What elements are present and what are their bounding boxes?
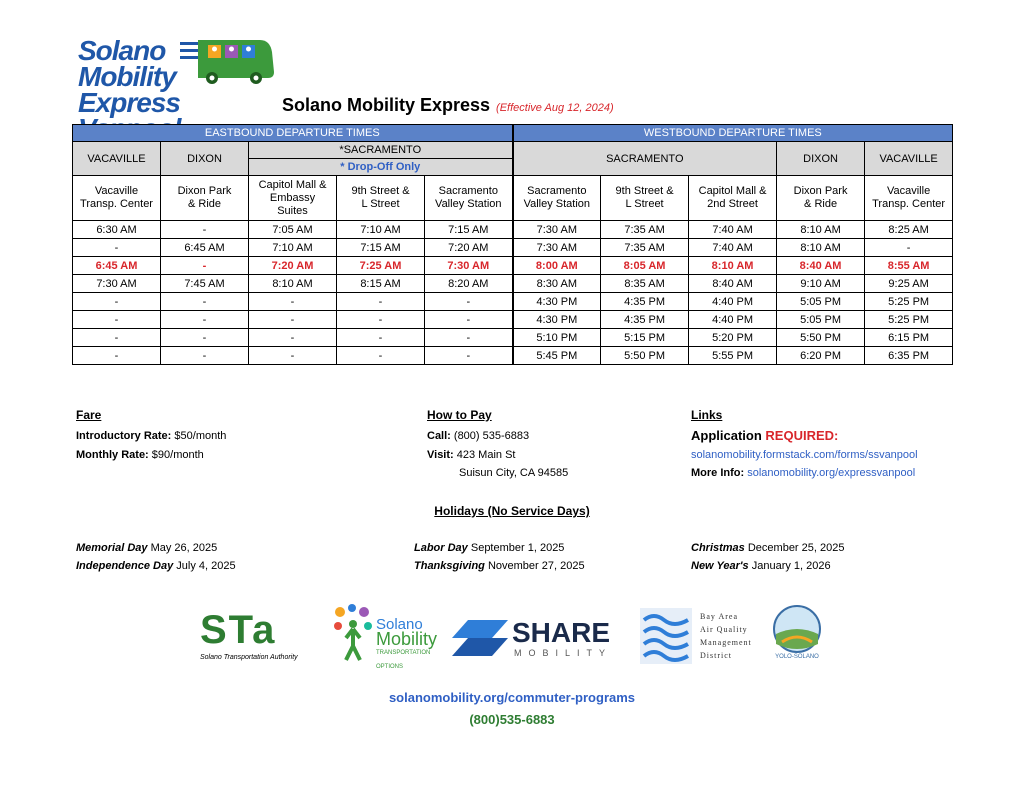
dixon-col-header: DIXON bbox=[161, 142, 249, 176]
time-cell: - bbox=[865, 239, 953, 257]
share-icon bbox=[452, 620, 508, 656]
time-cell: 7:30 AM bbox=[73, 275, 161, 293]
table-row bbox=[73, 239, 953, 257]
time-cell: 4:30 PM bbox=[513, 293, 601, 311]
stop-cell: Sacramento Valley Station bbox=[513, 176, 601, 221]
time-cell: 7:30 AM bbox=[513, 239, 601, 257]
time-cell: - bbox=[249, 293, 337, 311]
stop-cell: Capitol Mall & Embassy Suites bbox=[249, 176, 337, 221]
table-row bbox=[73, 329, 953, 347]
table-row bbox=[73, 311, 953, 329]
stop-names-row bbox=[73, 176, 953, 221]
time-cell: 7:20 AM bbox=[249, 257, 337, 275]
time-cell: 5:05 PM bbox=[777, 293, 865, 311]
time-cell: 7:30 AM bbox=[513, 221, 601, 239]
time-cell: 8:25 AM bbox=[865, 221, 953, 239]
yolo-solano-emblem-icon bbox=[772, 604, 822, 654]
time-cell: 7:05 AM bbox=[249, 221, 337, 239]
holiday-item: Independence Day July 4, 2025 bbox=[76, 560, 236, 572]
sta-logo: STa Solano Transportation Authority bbox=[200, 608, 298, 661]
baaqmd-wave-icon bbox=[640, 608, 692, 664]
monthly-rate: Monthly Rate: $90/month bbox=[76, 449, 204, 461]
vacaville-col-header: VACAVILLE bbox=[73, 142, 161, 176]
yolo-solano-logo: YOLO-SOLANO bbox=[770, 604, 824, 664]
stop-cell: Dixon Park & Ride bbox=[161, 176, 249, 221]
eastbound-header: EASTBOUND DEPARTURE TIMES bbox=[73, 125, 513, 142]
time-cell: - bbox=[73, 239, 161, 257]
dixon-w-col-header: DIXON bbox=[777, 142, 865, 176]
application-label: Application REQUIRED: bbox=[691, 428, 839, 443]
time-cell: - bbox=[249, 347, 337, 365]
time-cell: 4:35 PM bbox=[601, 293, 689, 311]
time-cell: 7:10 AM bbox=[249, 239, 337, 257]
stop-cell: Dixon Park & Ride bbox=[777, 176, 865, 221]
time-cell: - bbox=[73, 293, 161, 311]
time-cell: 7:40 AM bbox=[689, 221, 777, 239]
time-cell: 8:40 AM bbox=[777, 257, 865, 275]
time-cell: 8:00 AM bbox=[513, 257, 601, 275]
drop-off-note: * Drop-Off Only bbox=[249, 159, 513, 176]
time-cell: 4:30 PM bbox=[513, 311, 601, 329]
time-cell: 9:10 AM bbox=[777, 275, 865, 293]
commuter-programs-link[interactable]: solanomobility.org/commuter-programs bbox=[388, 690, 636, 705]
time-cell: 4:40 PM bbox=[689, 311, 777, 329]
table-row bbox=[73, 293, 953, 311]
time-cell: 4:40 PM bbox=[689, 293, 777, 311]
van-icon bbox=[180, 38, 275, 86]
time-cell: 5:10 PM bbox=[513, 329, 601, 347]
logo-line-2: Mobility bbox=[78, 61, 176, 92]
holiday-item: New Year's January 1, 2026 bbox=[691, 560, 831, 572]
time-cell: 5:05 PM bbox=[777, 311, 865, 329]
page-title bbox=[282, 95, 614, 116]
time-cell: 8:30 AM bbox=[513, 275, 601, 293]
direction-header-row bbox=[73, 125, 953, 142]
time-cell: 7:40 AM bbox=[689, 239, 777, 257]
time-cell: 5:50 PM bbox=[601, 347, 689, 365]
table-row bbox=[73, 275, 953, 293]
time-cell: 6:15 PM bbox=[865, 329, 953, 347]
time-cell: 6:45 AM bbox=[161, 239, 249, 257]
time-cell: - bbox=[337, 311, 425, 329]
stop-cell: 9th Street & L Street bbox=[601, 176, 689, 221]
time-cell: - bbox=[161, 257, 249, 275]
time-cell: 7:35 AM bbox=[601, 221, 689, 239]
time-cell: - bbox=[425, 293, 513, 311]
holiday-item: Christmas December 25, 2025 bbox=[691, 542, 845, 554]
more-info: More Info: solanomobility.org/expressvanpool bbox=[691, 467, 916, 479]
time-cell: - bbox=[249, 329, 337, 347]
time-cell: 6:20 PM bbox=[777, 347, 865, 365]
sacramento-dropoff-header: *SACRAMENTO bbox=[249, 142, 513, 159]
time-cell: 7:15 AM bbox=[337, 239, 425, 257]
time-cell: 5:50 PM bbox=[777, 329, 865, 347]
time-cell: 8:10 AM bbox=[249, 275, 337, 293]
time-cell: 7:35 AM bbox=[601, 239, 689, 257]
time-cell: 7:45 AM bbox=[161, 275, 249, 293]
time-cell: 5:25 PM bbox=[865, 311, 953, 329]
application-link[interactable]: solanomobility.formstack.com/forms/ssvanpool bbox=[691, 449, 918, 461]
time-cell: 6:30 AM bbox=[73, 221, 161, 239]
time-cell: 5:15 PM bbox=[601, 329, 689, 347]
share-mobility-logo: SHARE MOBILITY bbox=[452, 618, 624, 660]
time-cell: 8:40 AM bbox=[689, 275, 777, 293]
person-icon bbox=[332, 604, 376, 662]
time-cell: - bbox=[425, 347, 513, 365]
time-cell: 8:55 AM bbox=[865, 257, 953, 275]
time-cell: 7:25 AM bbox=[337, 257, 425, 275]
holiday-item: Labor Day September 1, 2025 bbox=[414, 542, 565, 554]
holidays-heading: Holidays (No Service Days) bbox=[434, 504, 590, 518]
time-cell: 7:20 AM bbox=[425, 239, 513, 257]
stop-cell: Vacaville Transp. Center bbox=[865, 176, 953, 221]
title-text: Solano Mobility Express bbox=[282, 95, 491, 115]
time-cell: - bbox=[425, 329, 513, 347]
time-cell: 8:05 AM bbox=[601, 257, 689, 275]
stop-cell: Capitol Mall & 2nd Street bbox=[689, 176, 777, 221]
solano-mobility-options-logo: Solano Mobility TRANSPORTATION OPTIONS bbox=[332, 604, 442, 664]
table-row bbox=[73, 257, 953, 275]
time-cell: - bbox=[161, 221, 249, 239]
links-heading: Links bbox=[691, 408, 723, 422]
holiday-item: Memorial Day May 26, 2025 bbox=[76, 542, 218, 554]
time-cell: 5:55 PM bbox=[689, 347, 777, 365]
time-cell: - bbox=[73, 347, 161, 365]
time-cell: 9:25 AM bbox=[865, 275, 953, 293]
fare-heading: Fare bbox=[76, 408, 102, 422]
vacaville-w-col-header: VACAVILLE bbox=[865, 142, 953, 176]
stop-cell: Vacaville Transp. Center bbox=[73, 176, 161, 221]
stop-cell: 9th Street & L Street bbox=[337, 176, 425, 221]
time-cell: - bbox=[161, 329, 249, 347]
table-row bbox=[73, 347, 953, 365]
time-cell: - bbox=[425, 311, 513, 329]
time-cell: - bbox=[73, 311, 161, 329]
time-cell: 4:35 PM bbox=[601, 311, 689, 329]
call-info: Call: (800) 535-6883 bbox=[427, 430, 530, 442]
phone-link[interactable]: (800) 535-6883 bbox=[453, 430, 530, 442]
time-cell: - bbox=[337, 329, 425, 347]
time-cell: 8:15 AM bbox=[337, 275, 425, 293]
how-to-pay-heading: How to Pay bbox=[427, 408, 492, 422]
stop-cell: Sacramento Valley Station bbox=[425, 176, 513, 221]
visit-info: Visit: 423 Main St bbox=[427, 449, 516, 461]
more-info-link[interactable]: solanomobility.org/expressvanpool bbox=[747, 467, 916, 479]
time-cell: 6:35 PM bbox=[865, 347, 953, 365]
time-cell: 6:45 AM bbox=[73, 257, 161, 275]
visit-city: Suisun City, CA 94585 bbox=[459, 467, 569, 479]
intro-rate: Introductory Rate: $50/month bbox=[76, 430, 227, 442]
time-cell: - bbox=[161, 347, 249, 365]
time-cell: 7:30 AM bbox=[425, 257, 513, 275]
table-row bbox=[73, 221, 953, 239]
sacramento-col-header: SACRAMENTO bbox=[513, 142, 777, 176]
time-cell: 8:10 AM bbox=[689, 257, 777, 275]
logo-line-1: Solano bbox=[78, 35, 166, 66]
holiday-item: Thanksgiving November 27, 2025 bbox=[414, 560, 585, 572]
city-header-row bbox=[73, 142, 953, 159]
time-cell: 8:20 AM bbox=[425, 275, 513, 293]
time-cell: 5:20 PM bbox=[689, 329, 777, 347]
time-cell: 8:35 AM bbox=[601, 275, 689, 293]
westbound-header: WESTBOUND DEPARTURE TIMES bbox=[513, 125, 953, 142]
schedule-table bbox=[72, 124, 953, 365]
time-cell: - bbox=[73, 329, 161, 347]
time-cell: 8:10 AM bbox=[777, 221, 865, 239]
effective-date: (Effective Aug 12, 2024) bbox=[496, 102, 614, 114]
time-cell: - bbox=[161, 293, 249, 311]
time-cell: 5:25 PM bbox=[865, 293, 953, 311]
time-cell: 7:10 AM bbox=[337, 221, 425, 239]
footer-phone[interactable]: (800)535-6883 bbox=[469, 712, 555, 727]
time-cell: - bbox=[337, 293, 425, 311]
time-cell: 7:15 AM bbox=[425, 221, 513, 239]
time-cell: 8:10 AM bbox=[777, 239, 865, 257]
time-cell: - bbox=[337, 347, 425, 365]
time-cell: 5:45 PM bbox=[513, 347, 601, 365]
baaqmd-logo: Bay Area Air Quality Management District bbox=[640, 608, 758, 666]
logo-line-3: Express bbox=[78, 87, 180, 118]
time-cell: - bbox=[161, 311, 249, 329]
time-cell: - bbox=[249, 311, 337, 329]
